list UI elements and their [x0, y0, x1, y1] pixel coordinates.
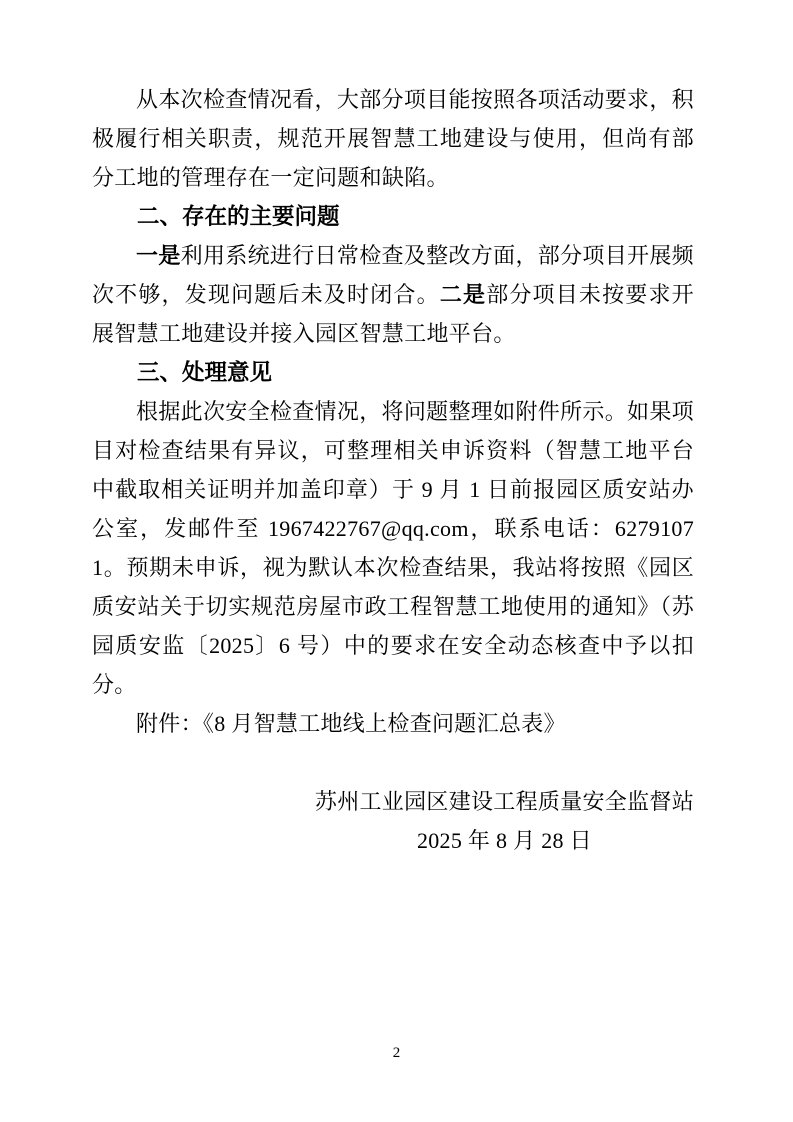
text-segment: 附件：《8 月智慧工地线上检查问题汇总表》 [136, 711, 566, 736]
document-content [92, 80, 694, 860]
paragraph [92, 80, 694, 197]
emphasis-text: 二是 [439, 282, 487, 307]
text-segment: 部分项目未按要求开展智慧工地建设并接入园区智慧工地平台。 [92, 282, 694, 346]
paragraph [92, 392, 694, 704]
paragraph [92, 236, 694, 353]
signature-organization: 苏州工业园区建设工程质量安全监督站 [314, 789, 694, 814]
text-segment: 从本次检查情况看，大部分项目能按照各项活动要求，积极履行相关职责，规范开展智慧工地建设与使用，但尚有部分工地的管理存在一定问题和缺陷。 [92, 87, 694, 190]
section-heading [92, 353, 694, 392]
signature-block [92, 782, 694, 860]
signature-date: 2025 年 8 月 28 日 [416, 828, 592, 853]
signature-inner [315, 782, 694, 860]
page-number: 2 [392, 1045, 401, 1061]
emphasis-text: 二、存在的主要问题 [137, 204, 340, 229]
document-body [92, 80, 694, 743]
section-heading [92, 197, 694, 236]
emphasis-text: 一是 [136, 243, 181, 268]
emphasis-text: 三、处理意见 [137, 360, 273, 385]
text-segment: 根据此次安全检查情况，将问题整理如附件所示。如果项目对检查结果有异议，可整理相关申诉资料（智慧工地平台中截取相关证明并加盖印章）于 9 月 1 日前报园区质安站办公室，发邮件至 1967422767@qq.com，联系电话：62791071。预期未申诉，视为默认本次检查结果，我站将按照《园区质安站关于切实规范房屋市政工程智慧工地使用的通知》（苏园质安监〔2025〕6 号）中的要求在安全动态核查中予以扣分。 [92, 399, 694, 697]
paragraph [92, 704, 694, 743]
text-segment: 利用系统进行日常检查及整改方面，部分项目开展频次不够，发现问题后未及时闭合。 [92, 243, 694, 307]
